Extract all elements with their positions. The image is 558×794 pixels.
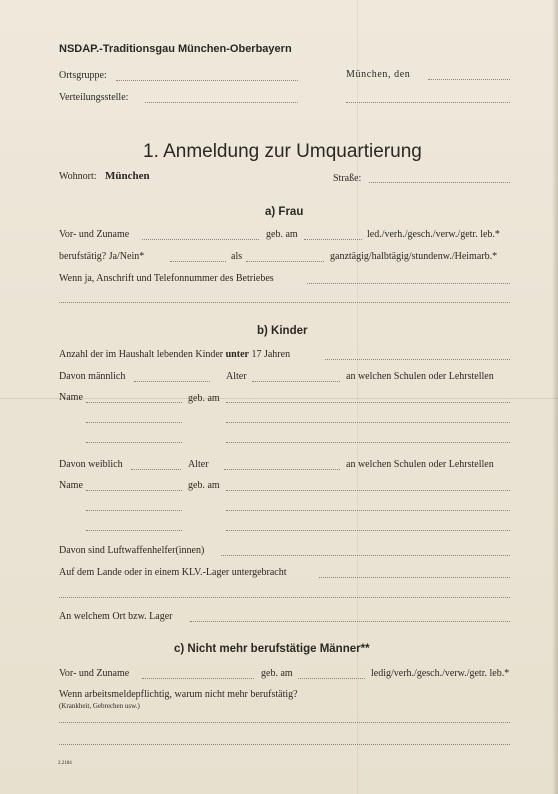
luftwaffe-label: Davon sind Luftwaffenhelfer(innen) xyxy=(59,545,205,556)
header-blank-field[interactable] xyxy=(346,102,510,103)
paper-fold-horizontal xyxy=(0,398,558,399)
paper-fold-vertical xyxy=(357,0,358,794)
weiblich-schulen-label: an welchen Schulen oder Lehrstellen xyxy=(346,459,494,470)
maennlich-name-field-1[interactable] xyxy=(86,402,182,403)
strasse-field[interactable] xyxy=(369,182,510,183)
maenner-reason-label: Wenn arbeitsmeldepflichtig, warum nicht mehr berufstätig? xyxy=(59,689,298,700)
maennlich-geb-label: geb. am xyxy=(188,393,220,404)
wohnort-value: München xyxy=(105,170,150,182)
maennlich-name-field-2[interactable] xyxy=(86,422,182,423)
weiblich-label: Davon weiblich xyxy=(59,459,123,470)
maenner-reason-field-1[interactable] xyxy=(59,722,510,723)
als-label: als xyxy=(231,251,243,262)
berufstaetig-field[interactable] xyxy=(170,261,226,262)
frau-name-label: Vor- und Zuname xyxy=(59,229,130,240)
section-frau-heading: a) Frau xyxy=(265,206,304,218)
frau-geb-field[interactable] xyxy=(304,239,362,240)
maenner-name-field[interactable] xyxy=(142,678,254,679)
maenner-geb-field[interactable] xyxy=(298,678,365,679)
weiblich-name-label: Name xyxy=(59,480,83,491)
organization-header: NSDAP.-Traditionsgau München-Oberbayern xyxy=(59,43,292,55)
section-kinder-heading: b) Kinder xyxy=(257,325,308,337)
frau-status-options[interactable]: led./verh./gesch./verw./getr. leb.* xyxy=(367,229,500,240)
form-code: 2.2184 xyxy=(58,761,72,766)
strasse-label: Straße: xyxy=(333,173,362,184)
ortsgruppe-field[interactable] xyxy=(116,80,298,81)
klv-label: Auf dem Lande oder in einem KLV.-Lager untergebracht xyxy=(59,567,287,578)
date-field[interactable] xyxy=(428,79,510,80)
maenner-status-options[interactable]: ledig/verh./gesch./verw./getr. leb.* xyxy=(371,668,510,679)
weiblich-name-field-3[interactable] xyxy=(86,530,182,531)
betrieb-label: Wenn ja, Anschrift und Telefonnummer des Betriebes xyxy=(59,273,274,284)
weiblich-name-field-2[interactable] xyxy=(86,510,182,511)
verteilungsstelle-field[interactable] xyxy=(145,102,298,103)
verteilungsstelle-label: Verteilungsstelle: xyxy=(59,92,129,103)
maennlich-geb-field-2[interactable] xyxy=(226,422,510,423)
maennlich-name-label: Name xyxy=(59,392,83,403)
ort-label: An welchem Ort bzw. Lager xyxy=(59,611,173,622)
weiblich-geb-field-3[interactable] xyxy=(226,530,510,531)
als-field[interactable] xyxy=(246,261,324,262)
betrieb-field[interactable] xyxy=(307,283,510,284)
weiblich-geb-label: geb. am xyxy=(188,480,220,491)
maennlich-geb-field-1[interactable] xyxy=(226,402,510,403)
weiblich-geb-field-1[interactable] xyxy=(226,490,510,491)
maennlich-alter-label: Alter xyxy=(226,371,247,382)
wohnort-label: Wohnort: xyxy=(59,171,97,182)
maennlich-schulen-label: an welchen Schulen oder Lehrstellen xyxy=(346,371,494,382)
maenner-name-label: Vor- und Zuname xyxy=(59,668,130,679)
frau-name-field[interactable] xyxy=(142,239,259,240)
weiblich-geb-field-2[interactable] xyxy=(226,510,510,511)
maennlich-geb-field-3[interactable] xyxy=(226,442,510,443)
maennlich-alter-field[interactable] xyxy=(252,381,340,382)
maennlich-name-field-3[interactable] xyxy=(86,442,182,443)
berufstaetig-label: berufstätig? Ja/Nein* xyxy=(59,251,145,262)
luftwaffe-field[interactable] xyxy=(221,555,510,556)
betrieb-field-line-2[interactable] xyxy=(59,302,510,303)
ortsgruppe-label: Ortsgruppe: xyxy=(59,70,107,81)
weiblich-alter-field[interactable] xyxy=(224,469,340,470)
kinder-count-field[interactable] xyxy=(325,359,510,360)
maenner-geb-label: geb. am xyxy=(261,668,293,679)
weiblich-alter-label: Alter xyxy=(188,459,209,470)
city-date-label: München, den xyxy=(346,69,411,80)
weiblich-name-field-1[interactable] xyxy=(86,490,182,491)
frau-geb-label: geb. am xyxy=(266,229,298,240)
maenner-reason-field-2[interactable] xyxy=(59,744,510,745)
klv-field-line-2[interactable] xyxy=(59,597,510,598)
paper-edge-shadow xyxy=(552,0,558,794)
maennlich-label: Davon männlich xyxy=(59,371,126,382)
maenner-reason-hint: (Krankheit, Gebrechen usw.) xyxy=(59,702,140,710)
maennlich-field[interactable] xyxy=(134,381,210,382)
section-maenner-heading: c) Nicht mehr berufstätige Männer** xyxy=(174,643,370,655)
kinder-count-label: Anzahl der im Haushalt lebenden Kinder unter 17 Jahren xyxy=(59,349,291,360)
weiblich-field[interactable] xyxy=(131,469,181,470)
klv-field[interactable] xyxy=(319,577,510,578)
work-options[interactable]: ganztägig/halbtägig/stundenw./Heimarb.* xyxy=(330,251,498,262)
form-title: 1. Anmeldung zur Umquartierung xyxy=(143,141,422,162)
ort-field[interactable] xyxy=(190,621,510,622)
